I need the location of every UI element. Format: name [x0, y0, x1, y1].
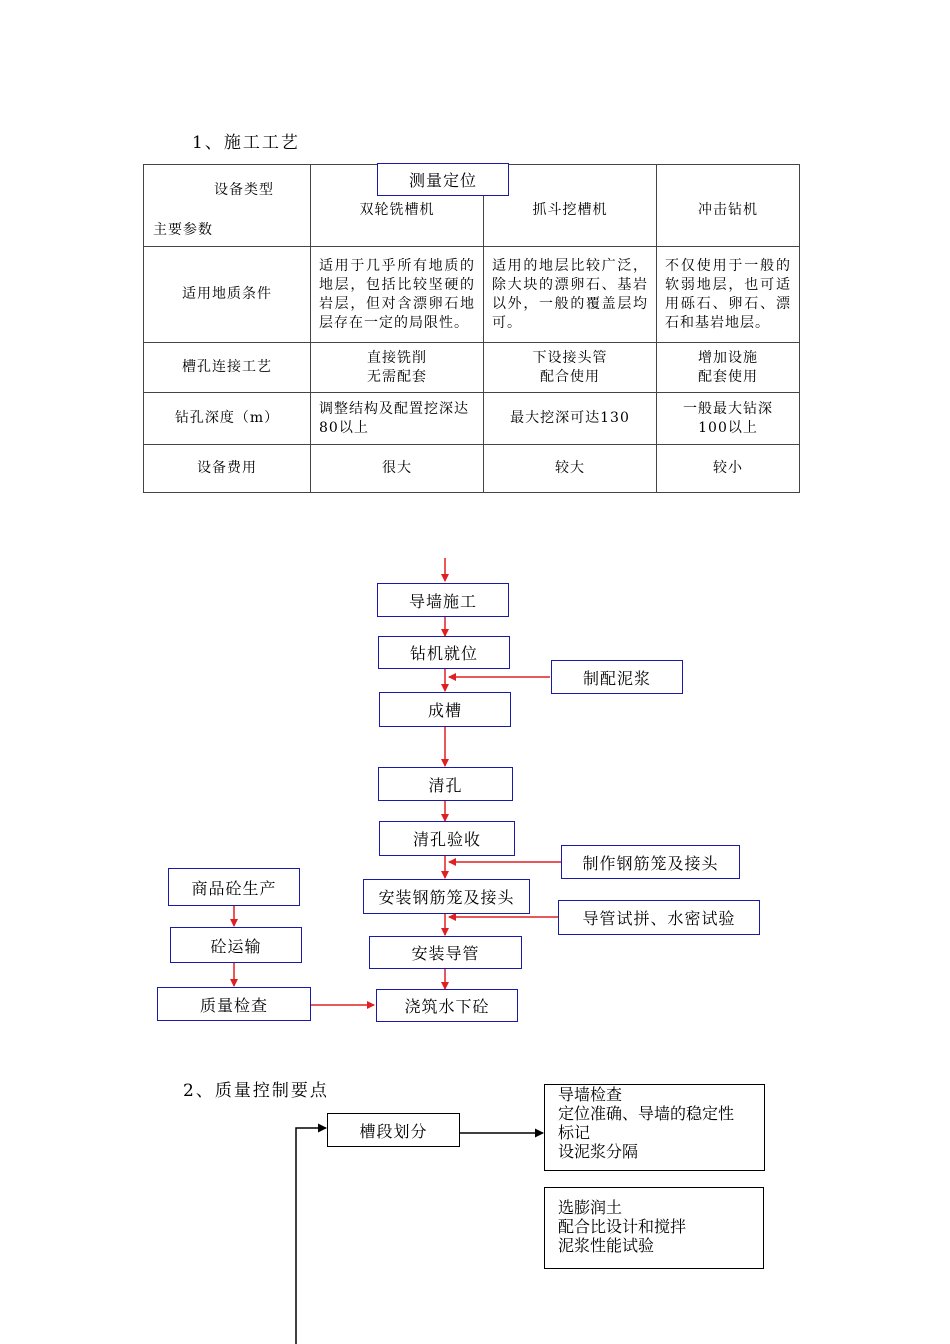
column-header: 抓斗挖槽机 [484, 165, 657, 247]
concrete-production-box: 商品砼生产 [168, 868, 300, 906]
corner-bottom-label: 主要参数 [153, 222, 213, 238]
table-cell: 一般最大钻深 100以上 [657, 393, 800, 445]
make-cage-box: 制作钢筋笼及接头 [561, 845, 740, 879]
section-2-heading: 2、质量控制要点 [183, 1081, 329, 1101]
mud-control-note [544, 1187, 764, 1269]
note-line: 泥浆性能试验 [558, 1236, 655, 1255]
mud-prep-box: 制配泥浆 [551, 660, 683, 694]
note-line: 导墙检查 [558, 1085, 623, 1104]
guide-wall-box: 导墙施工 [377, 583, 509, 617]
survey-position-box: 测量定位 [377, 163, 509, 196]
note-line: 标记 [558, 1123, 591, 1142]
note-line: 配合比设计和搅拌 [558, 1217, 687, 1236]
section-1-heading: 1、施工工艺 [192, 133, 300, 153]
row-label: 适用地质条件 [144, 247, 311, 343]
hole-cleaning-box: 清孔 [378, 767, 513, 801]
trench-forming-box: 成槽 [379, 692, 511, 727]
row-label: 设备费用 [144, 445, 311, 493]
note-line: 选膨润土 [558, 1198, 623, 1217]
rig-position-box: 钻机就位 [378, 636, 510, 669]
hole-clean-acceptance-box: 清孔验收 [379, 821, 515, 856]
row-label: 槽孔连接工艺 [144, 343, 311, 393]
table-cell: 最大挖深可达130 [484, 393, 657, 445]
table-cell: 很大 [311, 445, 484, 493]
table-cell: 较小 [657, 445, 800, 493]
note-line: 设泥浆分隔 [558, 1142, 639, 1161]
table-cell: 较大 [484, 445, 657, 493]
table-cell: 直接铣削 无需配套 [311, 343, 484, 393]
column-header: 冲击钻机 [657, 165, 800, 247]
segment-division-box: 槽段划分 [327, 1113, 460, 1147]
guide-wall-check-note [544, 1084, 765, 1171]
pour-concrete-box: 浇筑水下砼 [376, 989, 518, 1022]
install-cage-box: 安装钢筋笼及接头 [363, 879, 530, 914]
table-cell: 适用的地层比较广泛，除大块的漂卵石、基岩以外，一般的覆盖层均可。 [484, 247, 657, 343]
table-cell: 适用于几乎所有地质的地层，包括比较坚硬的岩层，但对含漂卵石地层存在一定的局限性。 [311, 247, 484, 343]
table-cell: 调整结构及配置挖深达80以上 [311, 393, 484, 445]
table-cell: 增加设施 配套使用 [657, 343, 800, 393]
arrow-left-feed-to-segment [296, 1128, 326, 1344]
table-cell: 不仅使用于一般的软弱地层，也可适用砾石、卵石、漂石和基岩地层。 [657, 247, 800, 343]
table-cell: 下设接头管 配合使用 [484, 343, 657, 393]
note-line: 定位准确、导墙的稳定性 [558, 1104, 735, 1123]
corner-top-label: 设备类型 [214, 182, 274, 198]
row-label: 钻孔深度（m） [144, 393, 311, 445]
install-pipe-box: 安装导管 [369, 936, 522, 969]
concrete-transport-box: 砼运输 [170, 927, 302, 963]
pipe-test-box: 导管试拼、水密试验 [558, 900, 760, 935]
quality-check-box: 质量检查 [157, 987, 311, 1021]
column-header: 双轮铣槽机 [311, 165, 484, 247]
